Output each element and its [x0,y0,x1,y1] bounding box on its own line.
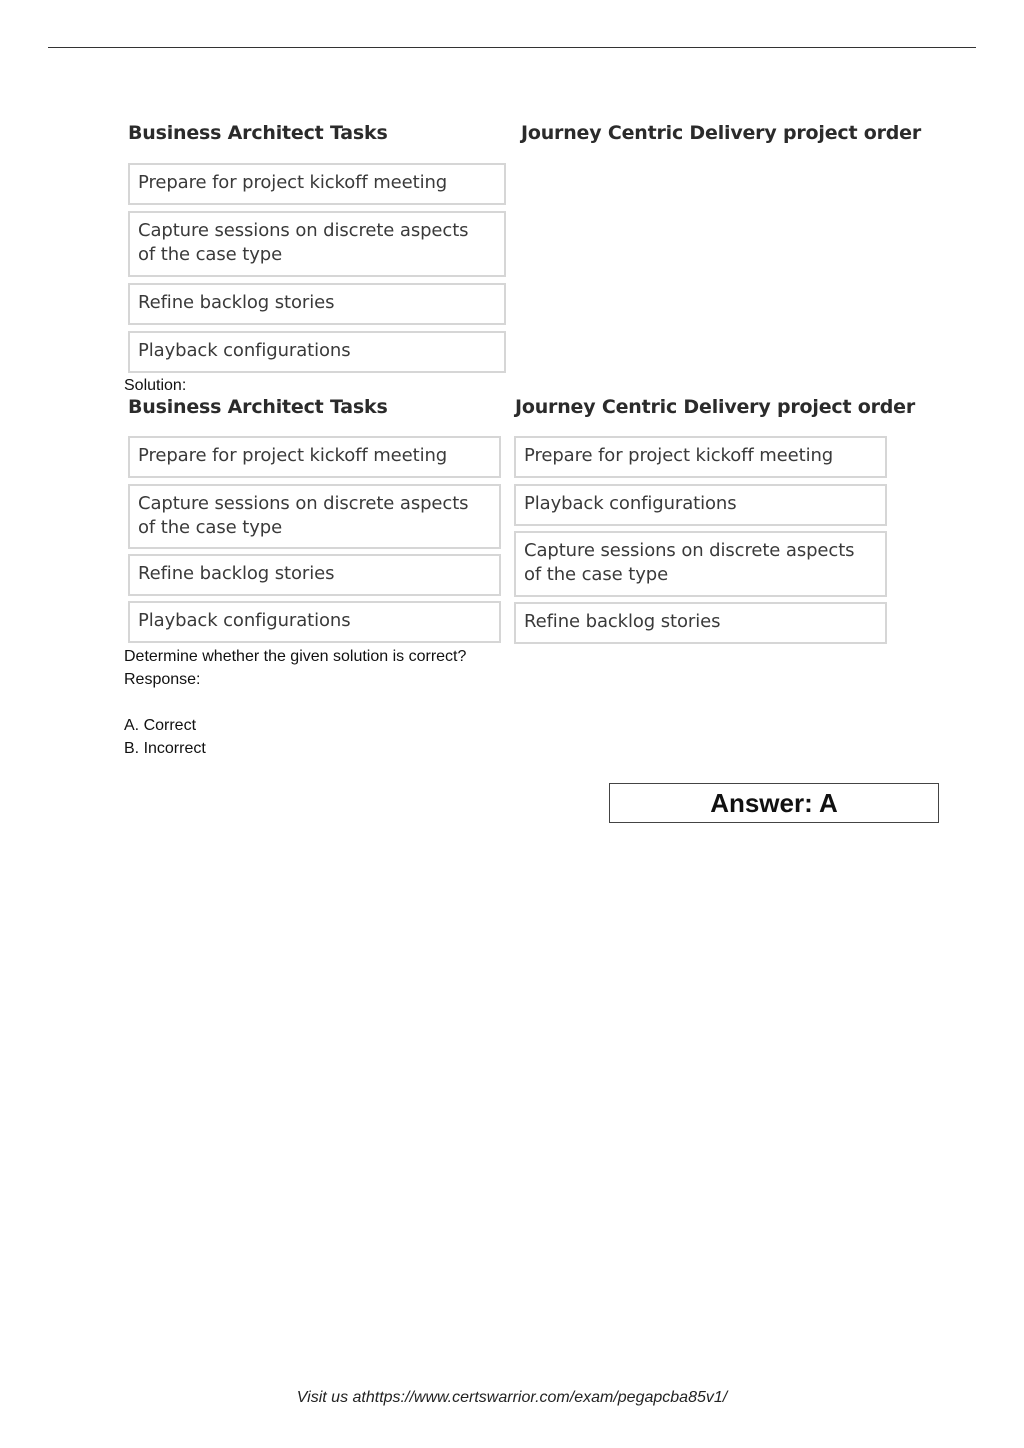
option-b: B. Incorrect [124,740,206,757]
question-left-heading: Business Architect Tasks [128,122,388,144]
answer-box [609,783,939,823]
solution-order-tile[interactable]: Refine backlog stories [514,602,887,644]
question-task-tile[interactable]: Playback configurations [128,331,506,373]
question-task-tile[interactable]: Capture sessions on discrete aspects of the case type [128,211,506,277]
response-label: Response: [124,671,201,688]
solution-label: Solution: [124,377,187,394]
solution-task-tile[interactable]: Prepare for project kickoff meeting [128,436,501,478]
solution-left-heading: Business Architect Tasks [128,396,388,418]
question-task-tile[interactable]: Refine backlog stories [128,283,506,325]
option-a: A. Correct [124,717,197,734]
footer-link-text: Visit us athttps://www.certswarrior.com/exam/pegapcba85v1/ [296,1389,728,1406]
solution-task-tile[interactable]: Playback configurations [128,601,501,643]
question-right-heading: Journey Centric Delivery project order [521,122,922,144]
answer-text: Answer: A [710,787,838,818]
solution-order-tile[interactable]: Capture sessions on discrete aspects of the case type [514,531,887,597]
question-prompt: Determine whether the given solution is correct? [124,648,467,665]
question-task-tile[interactable]: Prepare for project kickoff meeting [128,163,506,205]
solution-task-tile[interactable]: Capture sessions on discrete aspects of the case type [128,484,501,549]
solution-task-tile[interactable]: Refine backlog stories [128,554,501,596]
solution-order-tile[interactable]: Prepare for project kickoff meeting [514,436,887,478]
header-rule [48,47,976,48]
solution-right-heading: Journey Centric Delivery project order [515,396,916,418]
solution-order-tile[interactable]: Playback configurations [514,484,887,526]
